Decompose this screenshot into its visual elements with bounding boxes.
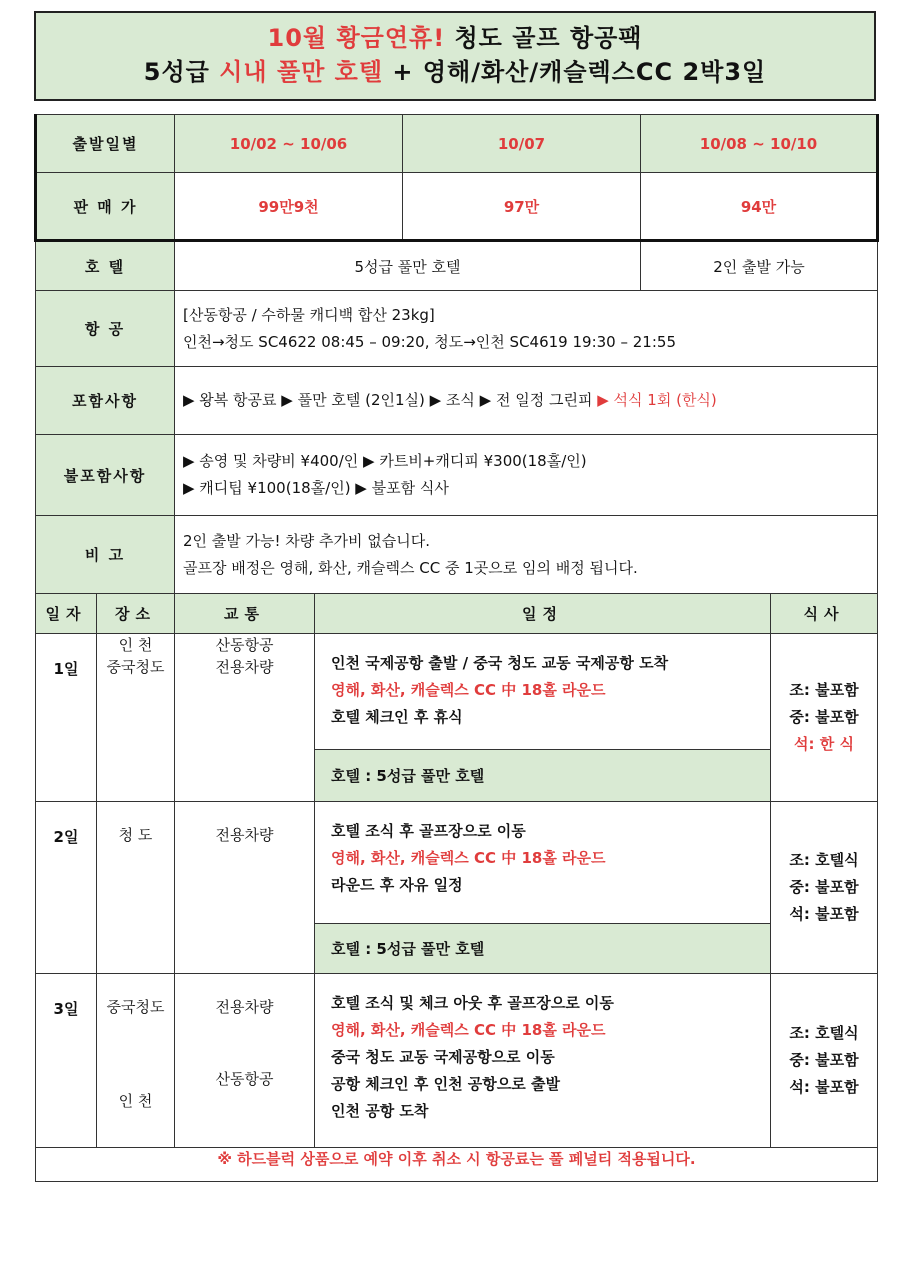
hotel-label: 호 텔 <box>36 241 175 291</box>
hotel-note: 2인 출발 가능 <box>641 241 878 291</box>
title-line-1: 10월 황금연휴! 청도 골프 항공팩 <box>267 24 643 52</box>
day-meals: 조: 불포함 중: 불포함 석: 한 식 <box>771 634 878 802</box>
remarks-line-1: 2인 출발 가능! 차량 추가비 없습니다. <box>183 531 431 550</box>
day-label: 3일 <box>36 974 97 1148</box>
schedule-day-1 <box>36 634 878 750</box>
schedule-day-2 <box>36 802 878 924</box>
day-itinerary: 호텔 조식 및 체크 아웃 후 골프장으로 이동 영해, 화산, 캐슬렉스 CC 中 18홀 라운드 중국 청도 교동 국제공항으로 이동 공항 체크인 후 인천 공항으로 출발 인천 공항 도착 <box>315 974 771 1148</box>
schedule-header-meal: 식사 <box>771 594 878 634</box>
day-label: 1일 <box>36 634 97 802</box>
flight-row <box>36 291 878 367</box>
remarks-label: 비 고 <box>36 516 175 594</box>
excluded-info <box>175 435 878 516</box>
hotel-row <box>36 241 878 291</box>
departure-date-3: 10/08 ~ 10/10 <box>641 115 878 173</box>
footer-note: ※ 하드블럭 상품으로 예약 이후 취소 시 항공료는 풀 페널티 적용됩니다. <box>36 1148 878 1182</box>
product-table <box>34 114 879 1182</box>
day-hotel: 호텔 : 5성급 풀만 호텔 <box>315 924 771 974</box>
schedule-header-day: 일자 <box>36 594 97 634</box>
day-label: 2일 <box>36 802 97 974</box>
day-place: 인 천 중국청도 <box>97 634 175 802</box>
day-itinerary: 인천 국제공항 출발 / 중국 청도 교동 국제공항 도착 영해, 화산, 캐슬렉스 CC 中 18홀 라운드 호텔 체크인 후 휴식 <box>315 634 771 750</box>
day-transport: 전용차량 산동항공 <box>175 974 315 1148</box>
day-transport: 산동항공 전용차량 <box>175 634 315 802</box>
day-meals: 조: 호텔식 중: 불포함 석: 불포함 <box>771 802 878 974</box>
day-place: 청 도 <box>97 802 175 974</box>
flight-label: 항 공 <box>36 291 175 367</box>
day-transport: 전용차량 <box>175 802 315 974</box>
flight-line-2: 인천→청도 SC4622 08:45 – 09:20, 청도→인천 SC4619 19:30 – 21:55 <box>183 332 676 351</box>
flight-info <box>175 291 878 367</box>
departure-row <box>36 115 878 173</box>
excluded-label: 불포함사항 <box>36 435 175 516</box>
excluded-line-2: ▶ 캐디팁 ¥100(18홀/인) ▶ 불포함 식사 <box>183 479 449 497</box>
included-row <box>36 367 878 435</box>
title-highlight-2: 시내 풀만 호텔 <box>219 58 384 86</box>
hotel-value: 5성급 풀만 호텔 <box>175 241 641 291</box>
price-label: 판 매 가 <box>36 173 175 241</box>
price-2: 97만 <box>403 173 641 241</box>
schedule-header <box>36 594 878 634</box>
remarks-info <box>175 516 878 594</box>
remarks-row <box>36 516 878 594</box>
price-3: 94만 <box>641 173 878 241</box>
title-highlight-1: 황금연휴! <box>336 24 446 52</box>
departure-label: 출발일별 <box>36 115 175 173</box>
title-line-2: 5성급 시내 풀만 호텔 + 영해/화산/캐슬렉스CC 2박3일 <box>143 58 767 86</box>
included-info: ▶ 왕복 항공료 ▶ 풀만 호텔 (2인1실) ▶ 조식 ▶ 전 일정 그린피 ▶ 석식 1회 (한식) <box>175 367 878 435</box>
schedule-header-place: 장소 <box>97 594 175 634</box>
price-row <box>36 173 878 241</box>
day-itinerary: 호텔 조식 후 골프장으로 이동 영해, 화산, 캐슬렉스 CC 中 18홀 라운드 라운드 후 자유 일정 <box>315 802 771 924</box>
footer-row <box>36 1148 878 1182</box>
price-1: 99만9천 <box>175 173 403 241</box>
excluded-row <box>36 435 878 516</box>
schedule-header-itinerary: 일정 <box>315 594 771 634</box>
day-hotel: 호텔 : 5성급 풀만 호텔 <box>315 750 771 802</box>
schedule-header-transport: 교통 <box>175 594 315 634</box>
included-highlight: ▶ 석식 1회 (한식) <box>597 391 717 409</box>
included-label: 포함사항 <box>36 367 175 435</box>
departure-date-1: 10/02 ~ 10/06 <box>175 115 403 173</box>
flight-line-1: [산동항공 / 수하물 캐디백 합산 23kg] <box>183 305 435 324</box>
schedule-day-3 <box>36 974 878 1148</box>
remarks-line-2: 골프장 배정은 영해, 화산, 캐슬렉스 CC 중 1곳으로 임의 배정 됩니다. <box>183 558 638 577</box>
day-meals: 조: 호텔식 중: 불포함 석: 불포함 <box>771 974 878 1148</box>
title-box <box>34 11 876 101</box>
departure-date-2: 10/07 <box>403 115 641 173</box>
day-place: 중국청도 인 천 <box>97 974 175 1148</box>
excluded-line-1: ▶ 송영 및 차량비 ¥400/인 ▶ 카트비+캐디피 ¥300(18홀/인) <box>183 452 587 470</box>
